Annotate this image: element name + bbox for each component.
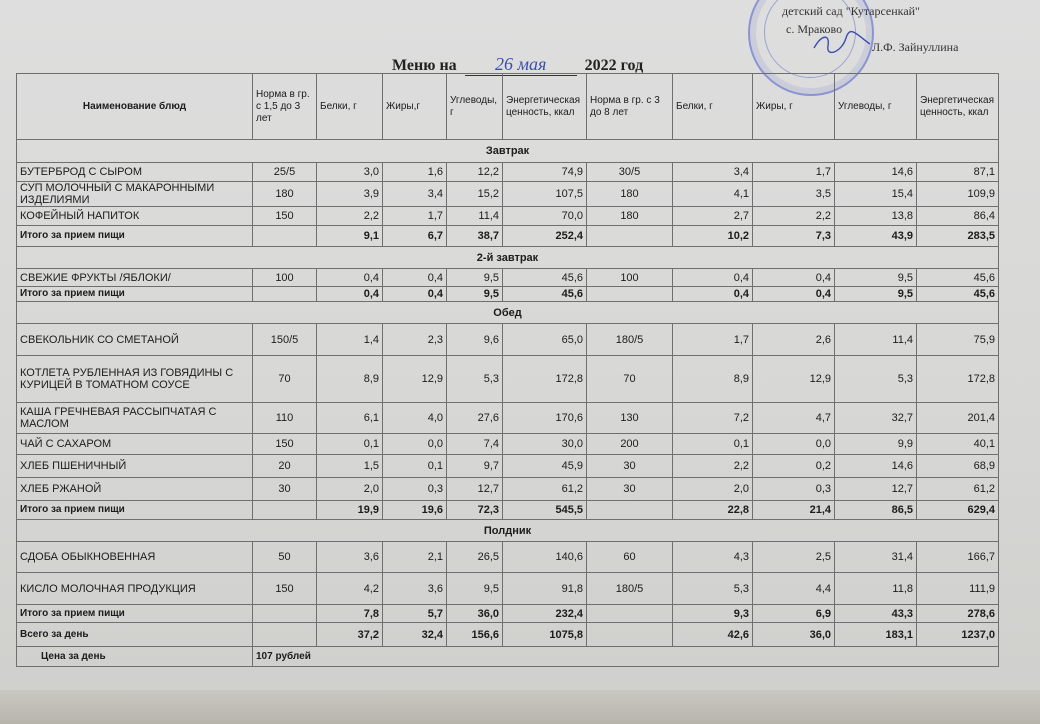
value-cell: 166,7: [917, 542, 999, 573]
value-cell: 45,6: [503, 269, 587, 287]
value-cell: 9,5: [447, 269, 503, 287]
value-cell: 72,3: [447, 501, 503, 520]
value-cell: 0,4: [317, 269, 383, 287]
portion-cell: 150: [253, 573, 317, 605]
value-cell: 61,2: [917, 478, 999, 501]
col-header: Энергетическая ценность, ккал: [917, 74, 999, 140]
value-cell: 74,9: [503, 163, 587, 182]
value-cell: 45,6: [503, 287, 587, 302]
value-cell: 12,7: [447, 478, 503, 501]
value-cell: 140,6: [503, 542, 587, 573]
org-line2: с. Мраково: [786, 22, 843, 36]
value-cell: 12,2: [447, 163, 503, 182]
value-cell: 36,0: [753, 623, 835, 647]
subtotal-row: [17, 226, 999, 247]
table-row: [17, 356, 999, 403]
section-title: Завтрак: [17, 140, 999, 163]
value-cell: 87,1: [917, 163, 999, 182]
value-cell: 12,7: [835, 478, 917, 501]
subtotal-row: [17, 501, 999, 520]
value-cell: 201,4: [917, 403, 999, 434]
value-cell: 4,3: [673, 542, 753, 573]
dish-name-cell: СВЕКОЛЬНИК СО СМЕТАНОЙ: [17, 324, 253, 356]
value-cell: 2,0: [673, 478, 753, 501]
value-cell: 2,3: [383, 324, 447, 356]
value-cell: 30,0: [503, 434, 587, 455]
value-cell: 10,2: [673, 226, 753, 247]
value-cell: 111,9: [917, 573, 999, 605]
value-cell: 3,4: [673, 163, 753, 182]
portion-cell: 25/5: [253, 163, 317, 182]
table-row: [17, 478, 999, 501]
value-cell: 9,6: [447, 324, 503, 356]
value-cell: 9,5: [447, 573, 503, 605]
portion-cell: [253, 623, 317, 647]
value-cell: 172,8: [917, 356, 999, 403]
value-cell: 13,8: [835, 207, 917, 226]
dish-name-cell: Всего за день: [17, 623, 253, 647]
value-cell: 5,7: [383, 605, 447, 623]
value-cell: 70,0: [503, 207, 587, 226]
value-cell: 7,3: [753, 226, 835, 247]
value-cell: 37,2: [317, 623, 383, 647]
title-date: 26 мая: [465, 54, 577, 76]
title-prefix: Меню на: [392, 57, 457, 74]
value-cell: 2,1: [383, 542, 447, 573]
dish-name-cell: Итого за прием пищи: [17, 287, 253, 302]
portion-cell: [587, 605, 673, 623]
org-line1: детский сад "Кутарсенкай": [782, 4, 920, 18]
value-cell: 31,4: [835, 542, 917, 573]
value-cell: 65,0: [503, 324, 587, 356]
portion-cell: 60: [587, 542, 673, 573]
dish-name-cell: ЧАЙ С САХАРОМ: [17, 434, 253, 455]
value-cell: 2,2: [753, 207, 835, 226]
value-cell: 86,4: [917, 207, 999, 226]
value-cell: 283,5: [917, 226, 999, 247]
value-cell: 3,4: [383, 182, 447, 207]
col-header: Жиры,г: [383, 74, 447, 140]
value-cell: 36,0: [447, 605, 503, 623]
value-cell: 5,3: [835, 356, 917, 403]
value-cell: 1,5: [317, 455, 383, 478]
title-year: 2022 год: [584, 57, 644, 74]
value-cell: 7,8: [317, 605, 383, 623]
col-header: Жиры, г: [753, 74, 835, 140]
value-cell: 0,0: [753, 434, 835, 455]
value-cell: 8,9: [317, 356, 383, 403]
section-title: Полдник: [17, 520, 999, 542]
value-cell: 107,5: [503, 182, 587, 207]
value-cell: 9,7: [447, 455, 503, 478]
col-header: Норма в гр. с 1,5 до 3 лет: [253, 74, 317, 140]
value-cell: 2,2: [673, 455, 753, 478]
value-cell: 9,5: [835, 287, 917, 302]
value-cell: 45,9: [503, 455, 587, 478]
value-cell: 86,5: [835, 501, 917, 520]
value-cell: 43,9: [835, 226, 917, 247]
value-cell: 1,7: [673, 324, 753, 356]
value-cell: 45,6: [917, 287, 999, 302]
portion-cell: 150/5: [253, 324, 317, 356]
value-cell: 32,4: [383, 623, 447, 647]
value-cell: 42,6: [673, 623, 753, 647]
portion-cell: 180/5: [587, 324, 673, 356]
portion-cell: 70: [253, 356, 317, 403]
value-cell: 26,5: [447, 542, 503, 573]
value-cell: 3,6: [383, 573, 447, 605]
portion-cell: 130: [587, 403, 673, 434]
table-row: [17, 163, 999, 182]
value-cell: 11,4: [835, 324, 917, 356]
value-cell: 1237,0: [917, 623, 999, 647]
value-cell: 1,4: [317, 324, 383, 356]
value-cell: 252,4: [503, 226, 587, 247]
value-cell: 15,2: [447, 182, 503, 207]
value-cell: 0,4: [383, 269, 447, 287]
portion-cell: 20: [253, 455, 317, 478]
value-cell: 5,3: [447, 356, 503, 403]
portion-cell: 150: [253, 434, 317, 455]
value-cell: 0,4: [753, 269, 835, 287]
value-cell: 9,5: [447, 287, 503, 302]
price-row: [17, 647, 999, 667]
value-cell: 2,0: [317, 478, 383, 501]
desk-surface: [0, 690, 1040, 724]
portion-cell: 100: [253, 269, 317, 287]
dish-name-cell: БУТЕРБРОД С СЫРОМ: [17, 163, 253, 182]
section-header-row: [17, 140, 999, 163]
value-cell: 12,9: [753, 356, 835, 403]
value-cell: 183,1: [835, 623, 917, 647]
col-header: Белки, г: [317, 74, 383, 140]
value-cell: 4,0: [383, 403, 447, 434]
value-cell: 6,9: [753, 605, 835, 623]
value-cell: 109,9: [917, 182, 999, 207]
signer-name: Л.Ф. Зайнуллина: [872, 40, 959, 54]
value-cell: 7,4: [447, 434, 503, 455]
value-cell: 3,5: [753, 182, 835, 207]
value-cell: 8,9: [673, 356, 753, 403]
value-cell: 2,6: [753, 324, 835, 356]
value-cell: 545,5: [503, 501, 587, 520]
portion-cell: 30: [587, 478, 673, 501]
value-cell: 3,9: [317, 182, 383, 207]
dish-name-cell: ХЛЕБ РЖАНОЙ: [17, 478, 253, 501]
value-cell: 0,4: [317, 287, 383, 302]
table-row: [17, 403, 999, 434]
value-cell: 2,7: [673, 207, 753, 226]
col-header: Углеводы, г: [447, 74, 503, 140]
portion-cell: 180: [587, 207, 673, 226]
page-title: [392, 54, 643, 74]
portion-cell: 70: [587, 356, 673, 403]
portion-cell: 50: [253, 542, 317, 573]
subtotal-row: [17, 287, 999, 302]
portion-cell: 110: [253, 403, 317, 434]
portion-cell: [253, 287, 317, 302]
value-cell: 61,2: [503, 478, 587, 501]
portion-cell: 200: [587, 434, 673, 455]
header-row: [17, 74, 999, 140]
value-cell: 0,4: [383, 287, 447, 302]
dish-name-cell: КОФЕЙНЫЙ НАПИТОК: [17, 207, 253, 226]
section-header-row: [17, 302, 999, 324]
value-cell: 172,8: [503, 356, 587, 403]
portion-cell: 180/5: [587, 573, 673, 605]
value-cell: 75,9: [917, 324, 999, 356]
dish-name-cell: КИСЛО МОЛОЧНАЯ ПРОДУКЦИЯ: [17, 573, 253, 605]
table-row: [17, 324, 999, 356]
table-row: [17, 269, 999, 287]
dish-name-cell: Итого за прием пищи: [17, 605, 253, 623]
section-header-row: [17, 520, 999, 542]
value-cell: 0,4: [753, 287, 835, 302]
portion-cell: 180: [587, 182, 673, 207]
value-cell: 9,5: [835, 269, 917, 287]
portion-cell: [253, 605, 317, 623]
signature: [812, 30, 872, 56]
section-header-row: [17, 247, 999, 269]
value-cell: 21,4: [753, 501, 835, 520]
portion-cell: 30: [253, 478, 317, 501]
value-cell: 4,1: [673, 182, 753, 207]
menu-body: [17, 140, 999, 667]
value-cell: 0,4: [673, 287, 753, 302]
section-title: Обед: [17, 302, 999, 324]
value-cell: 3,6: [317, 542, 383, 573]
portion-cell: [587, 287, 673, 302]
value-cell: 2,2: [317, 207, 383, 226]
value-cell: 629,4: [917, 501, 999, 520]
value-cell: 91,8: [503, 573, 587, 605]
dish-name-cell: Итого за прием пищи: [17, 501, 253, 520]
col-header: Наименование блюд: [17, 74, 253, 140]
dish-name-cell: СДОБА ОБЫКНОВЕННАЯ: [17, 542, 253, 573]
value-cell: 0,4: [673, 269, 753, 287]
value-cell: 6,1: [317, 403, 383, 434]
value-cell: 4,7: [753, 403, 835, 434]
price-value: 107 рублей: [253, 647, 999, 667]
portion-cell: 100: [587, 269, 673, 287]
portion-cell: [587, 623, 673, 647]
value-cell: 4,2: [317, 573, 383, 605]
value-cell: 4,4: [753, 573, 835, 605]
portion-cell: [253, 226, 317, 247]
value-cell: 0,3: [753, 478, 835, 501]
value-cell: 22,8: [673, 501, 753, 520]
portion-cell: 180: [253, 182, 317, 207]
col-header: Углеводы, г: [835, 74, 917, 140]
day-total-row: [17, 623, 999, 647]
portion-cell: 30: [587, 455, 673, 478]
portion-cell: 30/5: [587, 163, 673, 182]
table-row: [17, 542, 999, 573]
dish-name-cell: КАША ГРЕЧНЕВАЯ РАССЫПЧАТАЯ С МАСЛОМ: [17, 403, 253, 434]
value-cell: 0,1: [673, 434, 753, 455]
dish-name-cell: КОТЛЕТА РУБЛЕННАЯ ИЗ ГОВЯДИНЫ С КУРИЦЕЙ В ТОМАТНОМ СОУСЕ: [17, 356, 253, 403]
value-cell: 19,6: [383, 501, 447, 520]
value-cell: 5,3: [673, 573, 753, 605]
value-cell: 1,7: [753, 163, 835, 182]
value-cell: 14,6: [835, 163, 917, 182]
value-cell: 11,8: [835, 573, 917, 605]
dish-name-cell: ХЛЕБ ПШЕНИЧНЫЙ: [17, 455, 253, 478]
table-row: [17, 207, 999, 226]
value-cell: 27,6: [447, 403, 503, 434]
value-cell: 0,1: [317, 434, 383, 455]
value-cell: 9,9: [835, 434, 917, 455]
price-label: Цена за день: [17, 647, 253, 667]
value-cell: 68,9: [917, 455, 999, 478]
value-cell: 9,3: [673, 605, 753, 623]
value-cell: 232,4: [503, 605, 587, 623]
value-cell: 19,9: [317, 501, 383, 520]
section-title: 2-й завтрак: [17, 247, 999, 269]
value-cell: 1,7: [383, 207, 447, 226]
value-cell: 170,6: [503, 403, 587, 434]
value-cell: 0,1: [383, 455, 447, 478]
value-cell: 0,2: [753, 455, 835, 478]
value-cell: 7,2: [673, 403, 753, 434]
value-cell: 12,9: [383, 356, 447, 403]
value-cell: 32,7: [835, 403, 917, 434]
value-cell: 6,7: [383, 226, 447, 247]
table-row: [17, 434, 999, 455]
col-header: Энергетическая ценность, ккал: [503, 74, 587, 140]
value-cell: 38,7: [447, 226, 503, 247]
value-cell: 40,1: [917, 434, 999, 455]
value-cell: 0,0: [383, 434, 447, 455]
dish-name-cell: Итого за прием пищи: [17, 226, 253, 247]
table-row: [17, 455, 999, 478]
portion-cell: 150: [253, 207, 317, 226]
portion-cell: [587, 501, 673, 520]
dish-name-cell: СВЕЖИЕ ФРУКТЫ /ЯБЛОКИ/: [17, 269, 253, 287]
value-cell: 11,4: [447, 207, 503, 226]
value-cell: 9,1: [317, 226, 383, 247]
value-cell: 45,6: [917, 269, 999, 287]
value-cell: 15,4: [835, 182, 917, 207]
value-cell: 2,5: [753, 542, 835, 573]
portion-cell: [253, 501, 317, 520]
menu-table: [16, 73, 999, 667]
value-cell: 3,0: [317, 163, 383, 182]
col-header: Норма в гр. с 3 до 8 лет: [587, 74, 673, 140]
value-cell: 156,6: [447, 623, 503, 647]
value-cell: 43,3: [835, 605, 917, 623]
value-cell: 1075,8: [503, 623, 587, 647]
col-header: Белки, г: [673, 74, 753, 140]
table-row: [17, 573, 999, 605]
table-row: [17, 182, 999, 207]
value-cell: 0,3: [383, 478, 447, 501]
portion-cell: [587, 226, 673, 247]
subtotal-row: [17, 605, 999, 623]
value-cell: 278,6: [917, 605, 999, 623]
dish-name-cell: СУП МОЛОЧНЫЙ С МАКАРОННЫМИ ИЗДЕЛИЯМИ: [17, 182, 253, 207]
value-cell: 14,6: [835, 455, 917, 478]
value-cell: 1,6: [383, 163, 447, 182]
